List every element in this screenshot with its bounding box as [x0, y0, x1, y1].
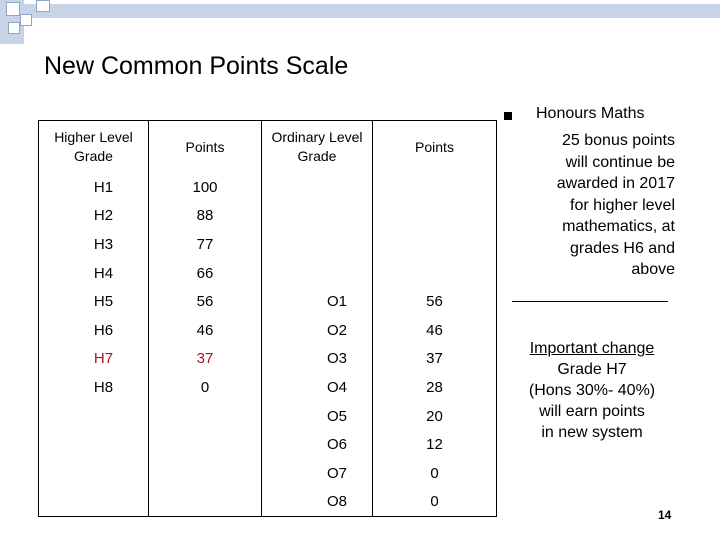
cell-ordinary-grade — [262, 230, 373, 259]
honours-body — [510, 130, 675, 281]
cell-points-ordinary: 46 — [373, 316, 497, 345]
cell-points-higher: 77 — [149, 230, 262, 259]
cell-points-ordinary — [373, 230, 497, 259]
cell-points-ordinary: 56 — [373, 287, 497, 316]
cell-points-higher: 0 — [149, 373, 262, 402]
cell-higher-grade: H1 — [39, 173, 149, 202]
cell-points-ordinary: 20 — [373, 402, 497, 431]
table-row — [39, 373, 497, 402]
cell-points-higher: 100 — [149, 173, 262, 202]
col-header-points-higher: Points — [149, 121, 262, 174]
honours-title: Honours Maths — [536, 105, 645, 122]
table-row — [39, 287, 497, 316]
important-change-box — [500, 338, 684, 443]
cell-higher-grade — [39, 402, 149, 431]
cell-points-ordinary — [373, 259, 497, 288]
cell-points-ordinary: 0 — [373, 488, 497, 517]
cell-points-ordinary: 37 — [373, 345, 497, 374]
cell-ordinary-grade — [262, 173, 373, 202]
table-row — [39, 402, 497, 431]
cell-points-higher — [149, 488, 262, 517]
cell-higher-grade — [39, 459, 149, 488]
page-number: 14 — [658, 508, 672, 522]
cell-ordinary-grade: O2 — [262, 316, 373, 345]
cell-higher-grade: H7 — [39, 345, 149, 374]
table-header-row — [39, 121, 497, 174]
cell-higher-grade: H8 — [39, 373, 149, 402]
table-row — [39, 259, 497, 288]
decor-square — [20, 14, 32, 26]
cell-points-higher: 46 — [149, 316, 262, 345]
decor-square — [6, 2, 20, 16]
cell-higher-grade: H6 — [39, 316, 149, 345]
cell-ordinary-grade: O1 — [262, 287, 373, 316]
table-row — [39, 430, 497, 459]
cell-higher-grade — [39, 430, 149, 459]
honours-line: 25 bonus points — [562, 132, 675, 149]
important-line: (Hons 30%- 40%) — [528, 382, 656, 399]
decor-square — [36, 0, 50, 12]
cell-ordinary-grade: O8 — [262, 488, 373, 517]
col-header-ordinary-grade: Ordinary Level Grade — [262, 121, 373, 174]
table-row — [39, 173, 497, 202]
cell-points-ordinary: 12 — [373, 430, 497, 459]
honours-line: awarded in 2017 — [556, 175, 675, 192]
cell-points-ordinary: 28 — [373, 373, 497, 402]
square-bullet-icon — [504, 112, 512, 120]
important-heading: Important change — [529, 340, 655, 357]
cell-ordinary-grade — [262, 259, 373, 288]
cell-ordinary-grade: O5 — [262, 402, 373, 431]
table-row — [39, 316, 497, 345]
table-row — [39, 230, 497, 259]
table-row — [39, 488, 497, 517]
cell-ordinary-grade — [262, 202, 373, 231]
cell-ordinary-grade: O7 — [262, 459, 373, 488]
col-header-higher-grade: Higher Level Grade — [39, 121, 149, 174]
cell-points-higher: 56 — [149, 287, 262, 316]
header-band — [0, 4, 720, 18]
cell-ordinary-grade: O3 — [262, 345, 373, 374]
cell-points-higher: 66 — [149, 259, 262, 288]
cell-higher-grade: H2 — [39, 202, 149, 231]
cell-points-higher — [149, 459, 262, 488]
page-title: New Common Points Scale — [44, 52, 349, 80]
table-row — [39, 202, 497, 231]
cell-higher-grade — [39, 488, 149, 517]
table-row — [39, 345, 497, 374]
cell-points-higher: 88 — [149, 202, 262, 231]
divider — [512, 301, 668, 302]
cell-ordinary-grade: O4 — [262, 373, 373, 402]
cell-points-ordinary — [373, 173, 497, 202]
cell-points-higher — [149, 430, 262, 459]
cell-points-ordinary: 0 — [373, 459, 497, 488]
cell-higher-grade: H3 — [39, 230, 149, 259]
cell-higher-grade: H5 — [39, 287, 149, 316]
honours-line: above — [631, 261, 675, 278]
table-row — [39, 459, 497, 488]
col-header-points-ordinary: Points — [373, 121, 497, 174]
cell-points-higher: 37 — [149, 345, 262, 374]
honours-line: grades H6 and — [570, 239, 675, 257]
cell-points-ordinary — [373, 202, 497, 231]
important-line: in new system — [541, 424, 643, 441]
honours-line: will continue be — [565, 153, 675, 171]
cell-higher-grade: H4 — [39, 259, 149, 288]
points-table — [38, 120, 497, 517]
important-line: Grade H7 — [557, 361, 627, 378]
decor-square — [8, 22, 20, 34]
important-line: will earn points — [539, 403, 645, 420]
cell-points-higher — [149, 402, 262, 431]
cell-ordinary-grade: O6 — [262, 430, 373, 459]
honours-line: for higher level — [570, 196, 675, 214]
honours-line: mathematics, at — [562, 218, 675, 235]
